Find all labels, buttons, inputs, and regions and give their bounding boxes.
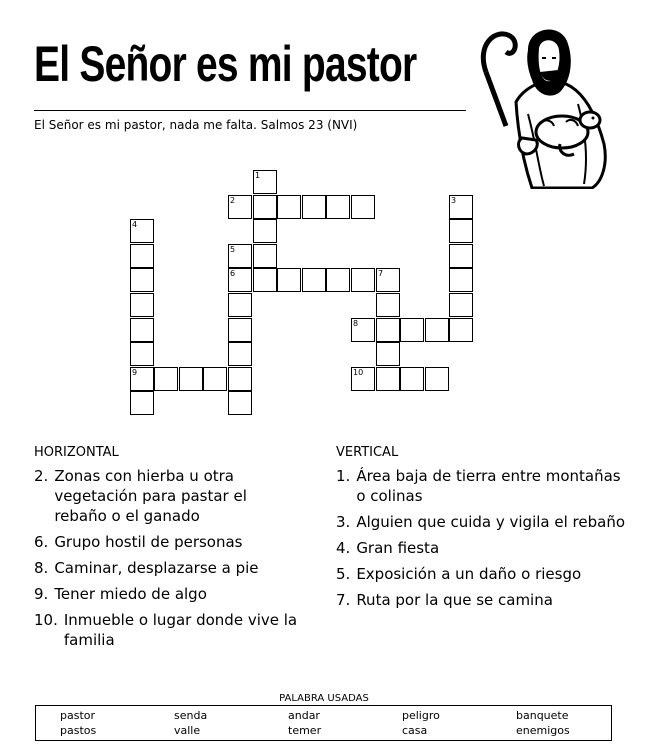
shepherd-illustration xyxy=(466,14,616,189)
crossword-cell[interactable] xyxy=(130,391,154,415)
crossword-cell[interactable] xyxy=(228,391,252,415)
cell-number: 9 xyxy=(132,368,138,377)
crossword-cell[interactable] xyxy=(130,244,154,268)
crossword-cell[interactable] xyxy=(228,342,252,366)
crossword-cell[interactable] xyxy=(253,195,277,219)
crossword-cell[interactable] xyxy=(302,268,326,292)
crossword-cell[interactable] xyxy=(277,195,301,219)
crossword-cell[interactable] xyxy=(130,293,154,317)
crossword-cell[interactable] xyxy=(130,367,154,391)
crossword-cell[interactable] xyxy=(228,244,252,268)
crossword-cell[interactable] xyxy=(351,367,375,391)
page-title: El Señor es mi pastor xyxy=(34,36,417,92)
horizontal-clues xyxy=(34,445,304,656)
cell-number: 3 xyxy=(451,196,457,205)
cell-number: 7 xyxy=(378,269,384,278)
crossword-cell[interactable] xyxy=(376,367,400,391)
clue-item: 4. Gran fiesta xyxy=(336,539,440,557)
vertical-clues xyxy=(336,445,626,616)
crossword-cell[interactable] xyxy=(376,268,400,292)
word-bank-item: peligro xyxy=(402,709,440,722)
clue-item: 5. Exposición a un daño o riesgo xyxy=(336,565,582,583)
word-bank-item: senda xyxy=(174,709,208,722)
crossword-cell[interactable] xyxy=(130,318,154,342)
crossword-cell[interactable] xyxy=(179,367,203,391)
crossword-cell[interactable] xyxy=(376,318,400,342)
crossword-cell[interactable] xyxy=(449,268,473,292)
word-bank-item: pastor xyxy=(60,709,96,722)
crossword-cell[interactable] xyxy=(351,268,375,292)
crossword-cell[interactable] xyxy=(376,293,400,317)
scripture-reference: El Señor es mi pastor, nada me falta. Salmos 23 (NVI) xyxy=(34,118,358,132)
crossword-cell[interactable] xyxy=(154,367,178,391)
cell-number: 8 xyxy=(353,319,359,328)
clue-item: 9. Tener miedo de algo xyxy=(34,585,207,603)
crossword-cell[interactable] xyxy=(351,195,375,219)
crossword-cell[interactable] xyxy=(203,367,227,391)
crossword-cell[interactable] xyxy=(130,219,154,243)
crossword-cell[interactable] xyxy=(449,293,473,317)
cell-number: 10 xyxy=(353,368,364,377)
crossword-cell[interactable] xyxy=(425,318,449,342)
cell-number: 2 xyxy=(230,196,236,205)
crossword-cell[interactable] xyxy=(228,268,252,292)
word-bank-heading: PALABRA USADAS xyxy=(279,693,369,704)
word-bank xyxy=(35,705,612,741)
clue-item: 1. Área baja de tierra entre montañas o colinas xyxy=(336,467,621,505)
word-bank-item: enemigos xyxy=(516,724,570,737)
crossword-cell[interactable] xyxy=(253,244,277,268)
clue-item: 3. Alguien que cuida y vigila el rebaño xyxy=(336,513,626,531)
clue-item: 7. Ruta por la que se camina xyxy=(336,591,553,609)
clue-item: 2. Zonas con hierba u otra vegetación para pastar el rebaño o el ganado xyxy=(34,467,247,525)
word-bank-item: temer xyxy=(288,724,322,737)
cell-number: 6 xyxy=(230,269,236,278)
crossword-cell[interactable] xyxy=(228,367,252,391)
word-bank-item: casa xyxy=(402,724,428,737)
crossword-cell[interactable] xyxy=(376,342,400,366)
crossword-cell[interactable] xyxy=(130,268,154,292)
horizontal-heading: HORIZONTAL xyxy=(34,445,119,460)
crossword-cell[interactable] xyxy=(449,195,473,219)
crossword-cell[interactable] xyxy=(228,293,252,317)
crossword-cell[interactable] xyxy=(130,342,154,366)
crossword-cell[interactable] xyxy=(253,268,277,292)
crossword-cell[interactable] xyxy=(228,195,252,219)
crossword-cell[interactable] xyxy=(351,318,375,342)
crossword-cell[interactable] xyxy=(425,367,449,391)
crossword-cell[interactable] xyxy=(326,268,350,292)
word-bank-item: valle xyxy=(174,724,201,737)
crossword-cell[interactable] xyxy=(277,268,301,292)
cell-number: 4 xyxy=(132,220,138,229)
vertical-heading: VERTICAL xyxy=(336,445,399,460)
title-underline xyxy=(34,110,466,111)
cell-number: 1 xyxy=(255,171,261,180)
word-bank-item: pastos xyxy=(60,724,97,737)
crossword-cell[interactable] xyxy=(449,244,473,268)
crossword-cell[interactable] xyxy=(253,170,277,194)
cell-number: 5 xyxy=(230,245,236,254)
crossword-cell[interactable] xyxy=(253,219,277,243)
clue-item: 10. Inmueble o lugar donde vive la familia xyxy=(34,611,298,649)
crossword-cell[interactable] xyxy=(449,219,473,243)
crossword-cell[interactable] xyxy=(400,318,424,342)
crossword-cell[interactable] xyxy=(228,318,252,342)
crossword-cell[interactable] xyxy=(326,195,350,219)
clue-item: 6. Grupo hostil de personas xyxy=(34,533,243,551)
clue-item: 8. Caminar, desplazarse a pie xyxy=(34,559,259,577)
crossword-cell[interactable] xyxy=(400,367,424,391)
crossword-cell[interactable] xyxy=(302,195,326,219)
word-bank-item: banquete xyxy=(516,709,569,722)
crossword-cell[interactable] xyxy=(449,318,473,342)
word-bank-item: andar xyxy=(288,709,320,722)
